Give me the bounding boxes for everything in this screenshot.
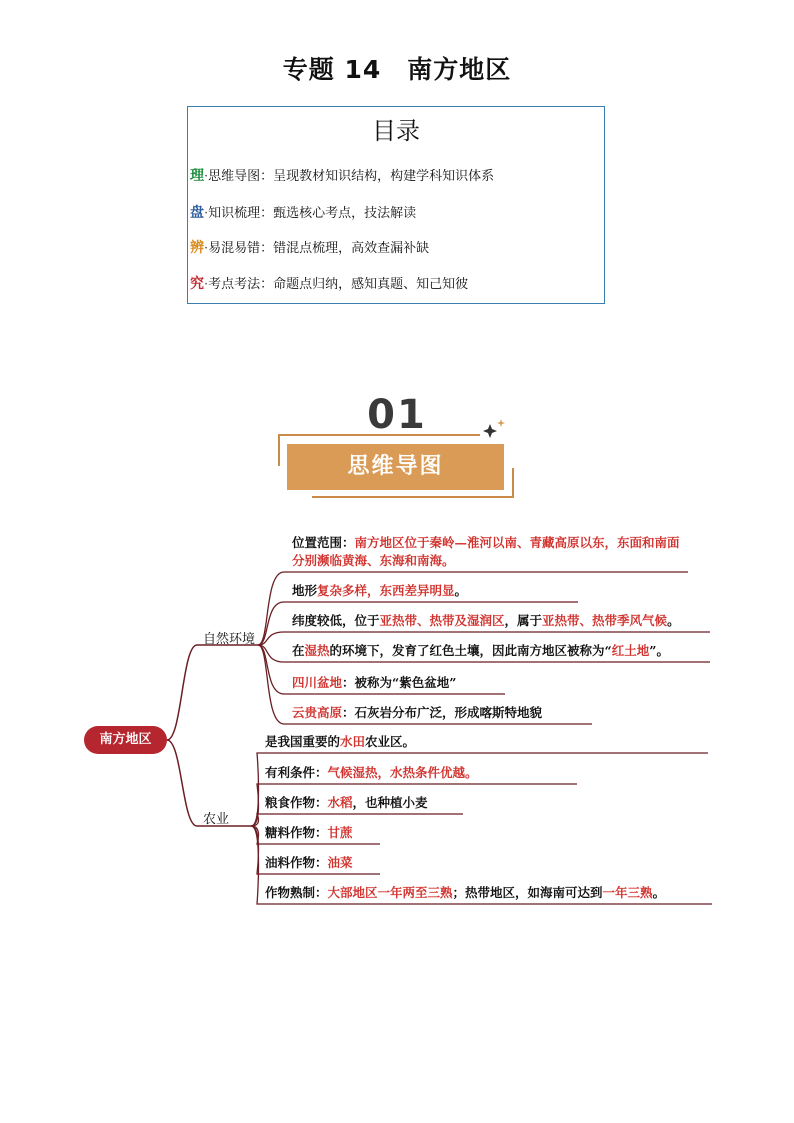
mindmap-leaf: 地形复杂多样，东西差异明显。 <box>292 583 468 598</box>
toc-desc: ：呈现教材知识结构，构建学科知识体系 <box>260 169 495 184</box>
mindmap-leaf: 作物熟制：大部地区一年两至三熟；热带地区，如海南可达到一年三熟。 <box>265 885 666 900</box>
toc-label: 考点考法 <box>208 277 261 292</box>
mindmap-leaf: 纬度较低，位于亚热带、热带及湿润区，属于亚热带、热带季风气候。 <box>292 613 680 628</box>
toc-key: 辨 <box>190 240 204 256</box>
mindmap-leaf: 粮食作物：水稻，也种植小麦 <box>265 795 428 810</box>
mindmap-leaf: 糖料作物：甘蔗 <box>265 825 353 840</box>
page-title: 专题 14 南方地区 <box>282 55 512 84</box>
mindmap-leaf: 在湿热的环境下，发育了红色土壤，因此南方地区被称为“红土地”。 <box>292 643 669 658</box>
mindmap-branch-label: 自然环境 <box>203 632 256 647</box>
mindmap-leaf: 是我国重要的水田农业区。 <box>265 734 416 749</box>
toc-key: 究 <box>190 276 204 292</box>
toc-key: 盘 <box>190 205 204 221</box>
mindmap-branch-label: 农业 <box>203 812 230 827</box>
mindmap-leaf: 有利条件：气候湿热，水热条件优越。 <box>265 765 478 780</box>
mindmap-leaf: 四川盆地：被称为“紫色盆地” <box>292 675 457 690</box>
toc-label: 易混易错 <box>208 241 261 256</box>
toc-desc: ：甄选核心考点，技法解读 <box>260 206 417 221</box>
mindmap-leaf: 油料作物：油菜 <box>265 855 353 870</box>
toc-key: 理 <box>190 168 204 184</box>
toc-desc: ：错混点梳理，高效查漏补缺 <box>260 241 430 256</box>
toc-row: 盘·知识梳理：甄选核心考点，技法解读 <box>190 205 417 221</box>
section-title: 思维导图 <box>287 444 504 490</box>
toc-label: 思维导图 <box>208 169 261 184</box>
toc-row: 辨·易混易错：错混点梳理，高效查漏补缺 <box>190 240 430 256</box>
section-number: 01 <box>367 392 427 438</box>
toc-row: 究·考点考法：命题点归纳，感知真题、知己知彼 <box>190 276 469 292</box>
mindmap-leaf: 云贵高原：石灰岩分布广泛，形成喀斯特地貌 <box>292 705 543 720</box>
toc-row: 理·思维导图：呈现教材知识结构，构建学科知识体系 <box>190 168 495 184</box>
mindmap-leaf: 位置范围：南方地区位于秦岭—淮河以南、青藏高原以东，东面和南面分别濒临黄海、东海和南海。 <box>292 535 680 568</box>
toc-desc: ：命题点归纳，感知真题、知己知彼 <box>260 277 469 292</box>
toc-heading: 目录 <box>372 117 420 145</box>
toc-label: 知识梳理 <box>208 206 261 221</box>
mindmap-root: 南方地区 <box>84 726 167 754</box>
connector-line <box>167 645 258 740</box>
